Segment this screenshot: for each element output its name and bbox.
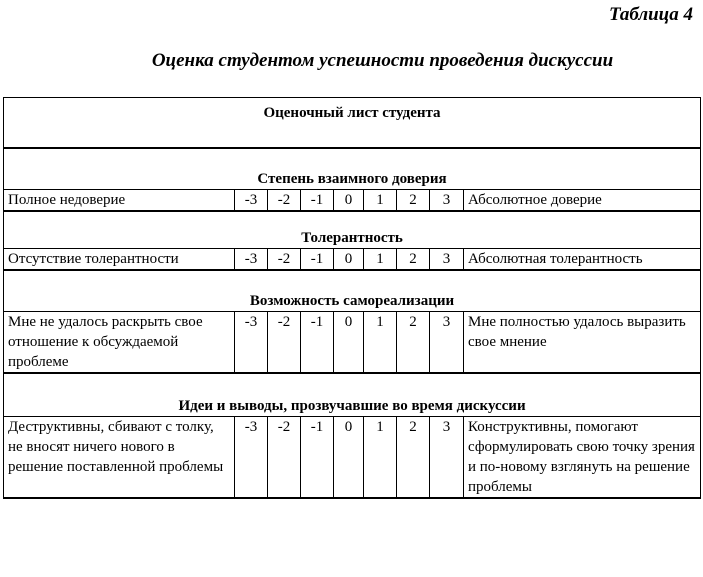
scale-option[interactable]: 0 — [334, 312, 364, 374]
scale-option[interactable]: 3 — [430, 417, 464, 499]
scale-option[interactable]: 3 — [430, 312, 464, 374]
scale-option[interactable]: -1 — [301, 249, 334, 271]
section-heading: Толерантность — [4, 211, 701, 249]
section-heading-row — [4, 211, 701, 249]
right-descriptor: Мне полностью удалось выразить свое мнение — [464, 312, 701, 374]
scale-option[interactable]: -3 — [235, 417, 268, 499]
scale-option[interactable]: -1 — [301, 190, 334, 212]
scale-option[interactable]: 0 — [334, 190, 364, 212]
scale-option[interactable]: 0 — [334, 417, 364, 499]
scale-option[interactable]: 0 — [334, 249, 364, 271]
scale-option[interactable]: 3 — [430, 190, 464, 212]
section-heading: Идеи и выводы, прозвучавшие во время дискуссии — [4, 373, 701, 417]
left-descriptor: Отсутствие толерантности — [4, 249, 235, 271]
scale-option[interactable]: 1 — [364, 190, 397, 212]
sheet-header-row — [4, 98, 701, 149]
left-descriptor: Деструктивны, сбивают с толку, не вносят ничего нового в решение поставленной проблемы — [4, 417, 235, 499]
document-title: Оценка студентом успешности проведения дискуссии — [151, 50, 614, 71]
scale-option[interactable]: -2 — [268, 312, 301, 374]
scale-option[interactable]: 2 — [397, 190, 430, 212]
section-heading: Степень взаимного доверия — [4, 148, 701, 190]
table-number: Таблица 4 — [608, 4, 693, 25]
scale-option[interactable]: 1 — [364, 417, 397, 499]
scale-option[interactable]: -1 — [301, 417, 334, 499]
left-descriptor: Мне не удалось раскрыть свое отношение к обсуждаемой проблеме — [4, 312, 235, 374]
section-heading-row — [4, 373, 701, 417]
rating-row — [4, 249, 701, 271]
sheet-header: Оценочный лист студента — [4, 98, 701, 149]
scale-option[interactable]: 3 — [430, 249, 464, 271]
scale-option[interactable]: 2 — [397, 249, 430, 271]
section-heading-row — [4, 148, 701, 190]
scale-option[interactable]: 1 — [364, 249, 397, 271]
scale-option[interactable]: -3 — [235, 249, 268, 271]
evaluation-sheet — [3, 97, 701, 499]
scale-option[interactable]: -3 — [235, 190, 268, 212]
right-descriptor: Конструктивны, помогают сформулировать свою точку зрения и по-новому взглянуть на решение проблемы — [464, 417, 701, 499]
rating-row — [4, 417, 701, 499]
scale-option[interactable]: -2 — [268, 190, 301, 212]
scale-option[interactable]: 2 — [397, 312, 430, 374]
scale-option[interactable]: 1 — [364, 312, 397, 374]
scale-option[interactable]: -1 — [301, 312, 334, 374]
section-heading-row — [4, 270, 701, 312]
section-heading: Возможность самореализации — [4, 270, 701, 312]
rating-row — [4, 190, 701, 212]
right-descriptor: Абсолютное доверие — [464, 190, 701, 212]
rating-row — [4, 312, 701, 374]
scale-option[interactable]: -2 — [268, 417, 301, 499]
scale-option[interactable]: -2 — [268, 249, 301, 271]
right-descriptor: Абсолютная толерантность — [464, 249, 701, 271]
scale-option[interactable]: 2 — [397, 417, 430, 499]
scale-option[interactable]: -3 — [235, 312, 268, 374]
left-descriptor: Полное недоверие — [4, 190, 235, 212]
